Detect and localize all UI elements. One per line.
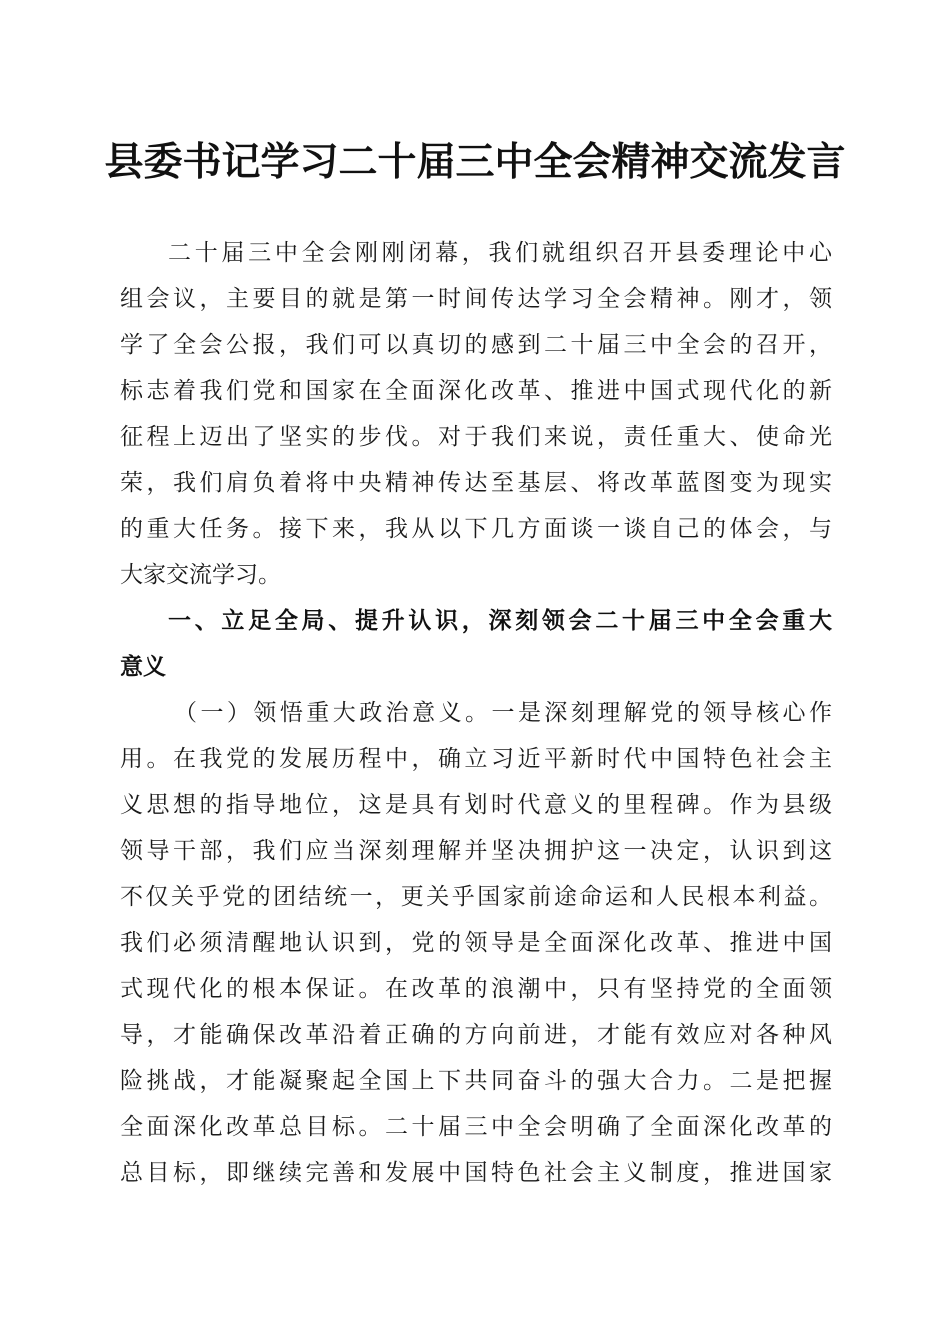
paragraph-line: 大家交流学习。 xyxy=(120,562,281,588)
paragraph-line: 用。在我党的发展历程中，确立习近平新时代中国特色社会主 xyxy=(120,746,832,772)
paragraph-line: 标志着我们党和国家在全面深化改革、推进中国式现代化的新 xyxy=(120,378,832,404)
paragraph-line: 我们必须清醒地认识到，党的领导是全面深化改革、推进中国 xyxy=(120,930,832,956)
paragraph-line: 全面深化改革总目标。二十届三中全会明确了全面深化改革的 xyxy=(120,1114,832,1140)
paragraph-line: 领导干部，我们应当深刻理解并坚决拥护这一决定，认识到这 xyxy=(120,838,832,864)
paragraph-line: 导，才能确保改革沿着正确的方向前进，才能有效应对各种风 xyxy=(120,1022,832,1048)
paragraph-line: 二十届三中全会刚刚闭幕，我们就组织召开县委理论中心 xyxy=(168,240,832,266)
paragraph-line: 征程上迈出了坚实的步伐。对于我们来说，责任重大、使命光 xyxy=(120,424,832,450)
paragraph-line: 义思想的指导地位，这是具有划时代意义的里程碑。作为县级 xyxy=(120,792,832,818)
section-heading-line: 意义 xyxy=(120,654,166,680)
paragraph-line: 险挑战，才能凝聚起全国上下共同奋斗的强大合力。二是把握 xyxy=(120,1068,832,1094)
paragraph-line: 式现代化的根本保证。在改革的浪潮中，只有坚持党的全面领 xyxy=(120,976,832,1002)
section-heading-line: 一、立足全局、提升认识，深刻领会二十届三中全会重大 xyxy=(168,608,832,634)
paragraph-line: 学了全会公报，我们可以真切的感到二十届三中全会的召开， xyxy=(120,332,832,358)
paragraph-line: 荣，我们肩负着将中央精神传达至基层、将改革蓝图变为现实 xyxy=(120,470,832,496)
document-title: 县委书记学习二十届三中全会精神交流发言 xyxy=(104,139,846,185)
paragraph-line: 的重大任务。接下来，我从以下几方面谈一谈自己的体会，与 xyxy=(120,516,832,542)
paragraph-line: 组会议，主要目的就是第一时间传达学习全会精神。刚才，领 xyxy=(120,286,832,312)
paragraph-line: 总目标，即继续完善和发展中国特色社会主义制度，推进国家 xyxy=(120,1160,832,1186)
paragraph-line: （一）领悟重大政治意义。一是深刻理解党的领导核心作 xyxy=(174,700,832,726)
paragraph-line: 不仅关乎党的团结统一，更关乎国家前途命运和人民根本利益。 xyxy=(120,884,832,910)
